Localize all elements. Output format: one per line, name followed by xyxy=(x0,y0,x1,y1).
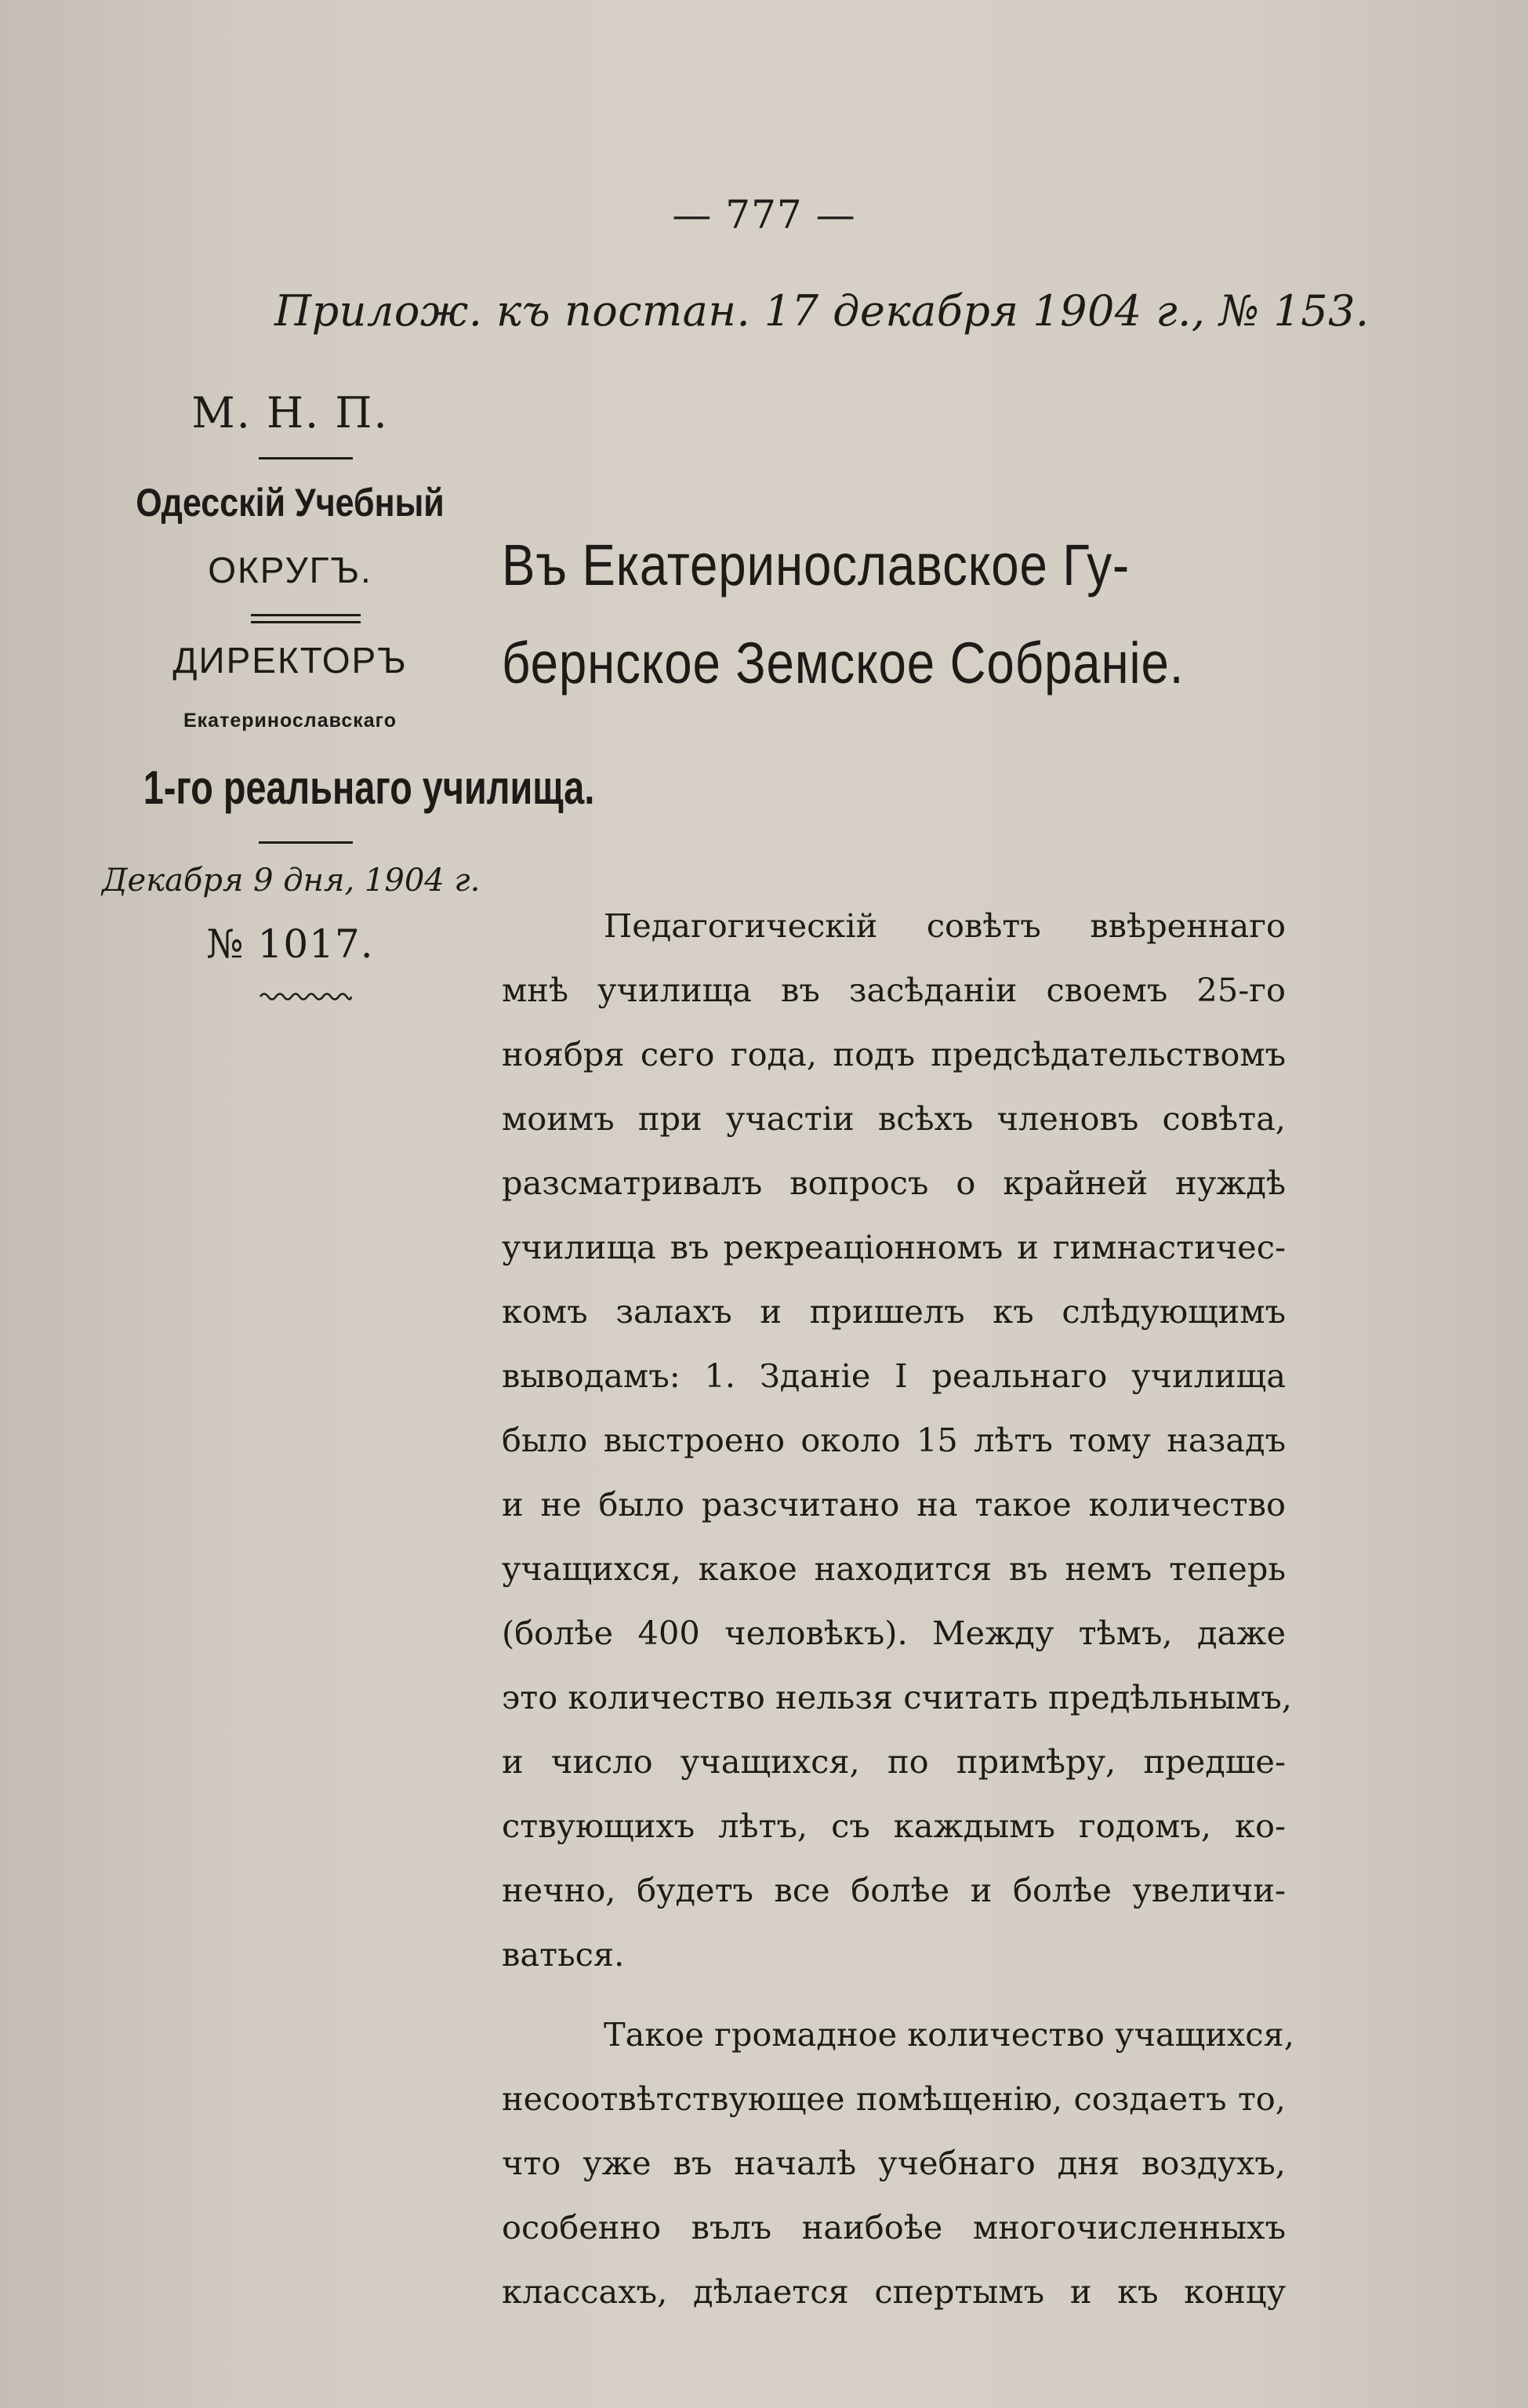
text-line: Такое громадное количество учащихся, xyxy=(604,2015,1294,2054)
text-line: и число учащихся, по примѣру, предше- xyxy=(502,1742,1286,1781)
text-line: это количество нельзя считать предѣльнымъ, xyxy=(502,1678,1292,1716)
text-line: нечно, будетъ все болѣе и болѣе увеличи- xyxy=(502,1871,1286,1909)
document-date: Декабря 9 дня, 1904 г. xyxy=(102,863,481,899)
ministry-abbreviation: М. Н. П. xyxy=(191,388,389,438)
text-line: особенно вълъ наибоѣе многочисленныхъ xyxy=(502,2208,1286,2246)
addressee-heading-line-1: Въ Екатеринославское Гу- xyxy=(502,532,1131,597)
appendix-reference: Прилож. къ постан. 17 декабря 1904 г., № 153. xyxy=(274,286,1370,336)
text-line: выводамъ: 1. Зданіе I реальнаго училища xyxy=(502,1357,1286,1395)
letter-body xyxy=(502,894,1294,2324)
text-line: мнѣ училища въ засѣданіи своемъ 25-го xyxy=(502,971,1286,1009)
text-line: и не было разсчитано на такое количество xyxy=(502,1485,1286,1524)
text-line: разсматривалъ вопросъ о крайней нуждѣ xyxy=(502,1164,1286,1202)
text-line: несоотвѣтствующее помѣщенію, создаетъ то, xyxy=(502,2079,1286,2118)
divider-rule xyxy=(259,841,353,844)
text-line: классахъ, дѣлается спертымъ и къ концу xyxy=(502,2272,1286,2311)
text-line: что уже въ началѣ учебнаго дня воздухъ, xyxy=(502,2144,1286,2182)
document-number: № 1017. xyxy=(206,921,374,967)
divider-rule xyxy=(259,457,353,459)
paragraph-2 xyxy=(502,2003,1294,2324)
text-line: училища въ рекреаціонномъ и гимнастичес- xyxy=(502,1228,1286,1266)
text-line: (болѣе 400 человѣкъ). Между тѣмъ, даже xyxy=(502,1614,1286,1652)
text-line: Педагогическій совѣтъ ввѣреннаго xyxy=(604,906,1286,945)
text-line: моимъ при участіи всѣхъ членовъ совѣта, xyxy=(502,1099,1286,1138)
paragraph-1 xyxy=(502,894,1292,1987)
text-line: ноября сего года, подъ предсѣдательствомъ xyxy=(502,1035,1286,1073)
educational-district-okrug: ОКРУГЪ. xyxy=(208,550,372,590)
director-title: ДИРЕКТОРЪ xyxy=(172,640,408,681)
school-name: 1-го реальнаго училища. xyxy=(143,761,595,814)
text-line: комъ залахъ и пришелъ къ слѣдующимъ xyxy=(502,1292,1286,1331)
page-number: — 777 — xyxy=(672,192,856,238)
text-line: учащихся, какое находится въ немъ теперь xyxy=(502,1549,1286,1588)
double-divider-rule xyxy=(251,614,361,623)
text-line: было выстроено около 15 лѣтъ тому назадъ xyxy=(502,1421,1286,1459)
text-line: ваться. xyxy=(502,1935,625,1974)
addressee-heading-line-2: бернское Земское Собраніе. xyxy=(502,630,1185,696)
wavy-underline xyxy=(259,990,353,1004)
text-line: ствующихъ лѣтъ, съ каждымъ годомъ, ко- xyxy=(502,1807,1286,1845)
city-name: Екатеринославскаго xyxy=(183,710,397,732)
educational-district: Одесскій Учебный xyxy=(136,481,445,525)
